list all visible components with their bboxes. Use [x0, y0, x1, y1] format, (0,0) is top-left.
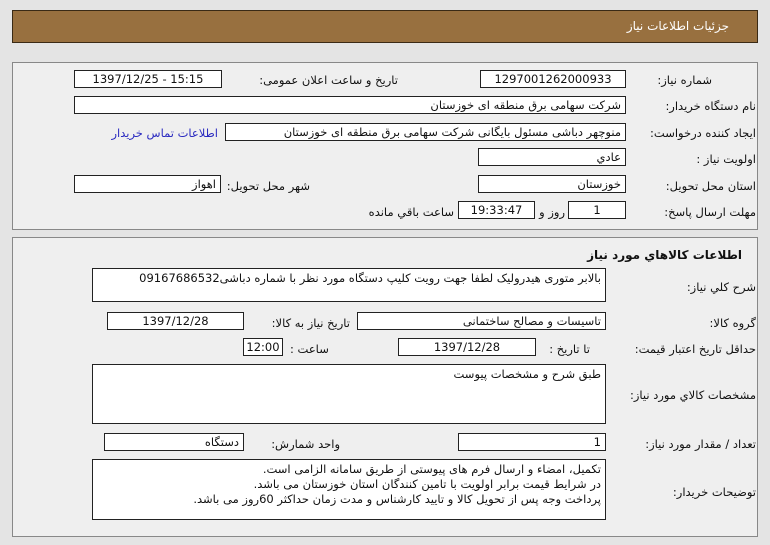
remaining-label: ساعت باقي مانده: [368, 205, 454, 219]
buyer-label: نام دستگاه خریدار:: [665, 99, 756, 113]
spec-label: مشخصات کالاي مورد نیاز:: [629, 388, 756, 402]
time-label: ساعت :: [290, 342, 329, 356]
validity-label: حداقل تاریخ اعتبار قیمت:: [634, 342, 756, 356]
description-field[interactable]: بالابر متوری هیدرولیک لطفا جهت رویت کلیپ دستگاه مورد نظر با شماره دباشی09167686532: [92, 268, 606, 302]
notes-line: در شرایط قیمت برابر اولویت با تامین کنندگان استان خوزستان می باشد.: [253, 477, 601, 491]
page-title: جزئیات اطلاعات نیاز: [626, 19, 729, 33]
to-date-field[interactable]: 1397/12/28: [398, 338, 536, 356]
city-field[interactable]: اهواز: [74, 175, 221, 193]
group-field[interactable]: تاسیسات و مصالح ساختمانی: [357, 312, 606, 330]
unit-field[interactable]: دستگاه: [104, 433, 244, 451]
days-and-label: روز و: [539, 205, 565, 219]
need-number-field[interactable]: 1297001262000933: [480, 70, 626, 88]
city-label: شهر محل تحویل:: [226, 179, 310, 193]
announce-label: تاریخ و ساعت اعلان عمومی:: [259, 73, 398, 87]
province-label: استان محل تحویل:: [665, 179, 756, 193]
description-label: شرح کلي نیاز:: [686, 280, 756, 294]
deadline-time-field[interactable]: 19:33:47: [458, 201, 535, 219]
need-date-label: تاریخ نیاز به کالا:: [271, 316, 350, 330]
notes-line: پرداخت وجه پس از تحویل کالا و تایید کارشناس و مدت زمان حداکثر 60روز می باشد.: [193, 492, 601, 506]
province-field[interactable]: خوزستان: [478, 175, 626, 193]
notes-label: توضیحات خریدار:: [672, 485, 756, 499]
priority-field[interactable]: عادي: [478, 148, 626, 166]
group-label: گروه کالا:: [709, 316, 756, 330]
unit-label: واحد شمارش:: [271, 437, 340, 451]
deadline-days-field[interactable]: 1: [568, 201, 626, 219]
notes-field[interactable]: [92, 459, 606, 520]
to-date-label: تا تاریخ :: [549, 342, 590, 356]
page-header: [12, 10, 758, 43]
need-number-label: شماره نیاز:: [657, 73, 712, 87]
creator-field[interactable]: منوچهر دباشی مسئول بایگانی شرکت سهامی برق منطقه ای خوزستان: [225, 123, 626, 141]
deadline-label: مهلت ارسال پاسخ:: [664, 205, 756, 219]
announce-field[interactable]: 1397/12/25 - 15:15: [74, 70, 222, 88]
quantity-field[interactable]: 1: [458, 433, 606, 451]
spec-field[interactable]: طبق شرح و مشخصات پیوست: [92, 364, 606, 424]
buyer-field[interactable]: شرکت سهامی برق منطقه ای خوزستان: [74, 96, 626, 114]
contact-buyer-link[interactable]: اطلاعات تماس خریدار: [111, 126, 218, 140]
time-field[interactable]: 12:00: [243, 338, 283, 356]
notes-line: تکمیل، امضاء و ارسال فرم های پیوستی از طریق سامانه الزامی است.: [262, 462, 601, 476]
quantity-label: تعداد / مقدار مورد نیاز:: [645, 437, 756, 451]
goods-section-title: اطلاعات کالاهاي مورد نیاز: [587, 248, 742, 262]
need-date-field[interactable]: 1397/12/28: [107, 312, 244, 330]
creator-label: ایجاد کننده درخواست:: [650, 126, 756, 140]
priority-label: اولویت نیاز :: [696, 152, 756, 166]
